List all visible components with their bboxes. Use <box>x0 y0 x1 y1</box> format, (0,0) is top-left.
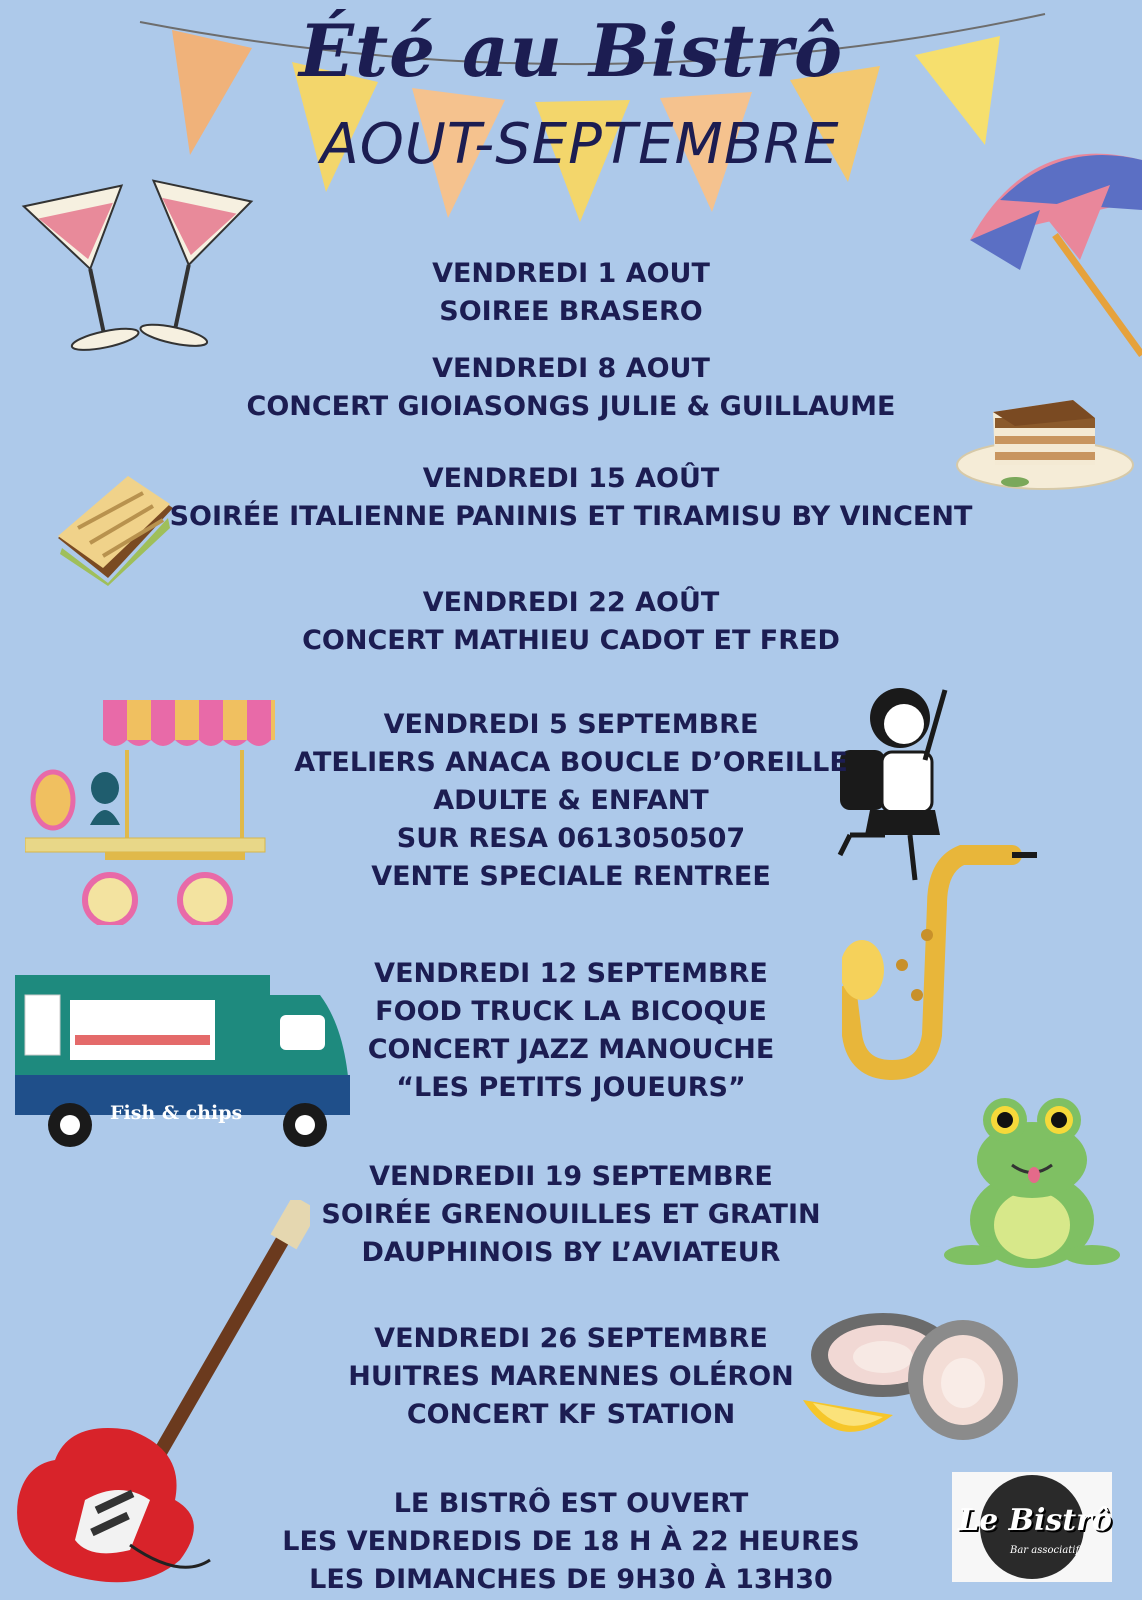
event-date: VENDREDI 26 SEPTEMBRE <box>374 1323 768 1354</box>
event-description: CONCERT GIOIASONGS JULIE & GUILLAUME <box>246 391 896 422</box>
logo-tagline: Bar associatif <box>1010 1545 1080 1556</box>
event-aug-1 <box>0 255 1142 331</box>
event-date: VENDREDI 8 AOUT <box>432 353 710 384</box>
event-description: CONCERT KF STATION <box>406 1399 736 1430</box>
event-description: SUR RESA 0613050507 <box>396 823 746 854</box>
bistro-logo <box>952 1472 1112 1582</box>
event-description: FOOD TRUCK LA BICOQUE <box>375 996 767 1027</box>
event-description: ADULTE & ENFANT <box>433 785 709 816</box>
page-subtitle: AOUT-SEPTEMBRE <box>320 112 840 177</box>
opening-hours-sunday: LES DIMANCHES DE 9H30 À 13H30 <box>309 1564 833 1595</box>
event-description: VENTE SPECIALE RENTREE <box>371 861 771 892</box>
event-aug-8 <box>0 350 1142 426</box>
event-sep-12 <box>0 955 1142 1107</box>
event-description: SOIREE BRASERO <box>439 296 703 327</box>
event-date: VENDREDI 15 AOÛT <box>422 463 720 494</box>
logo-badge <box>958 1475 1112 1579</box>
opening-hours-title: LE BISTRÔ EST OUVERT <box>393 1488 749 1519</box>
event-description: SOIRÉE GRENOUILLES ET GRATIN <box>321 1199 821 1230</box>
event-date: VENDREDI 22 AOÛT <box>422 587 720 618</box>
event-aug-15 <box>0 460 1142 536</box>
event-date: VENDREDI 1 AOUT <box>432 258 710 289</box>
event-sep-5 <box>0 706 1142 896</box>
opening-hours-friday: LES VENDREDIS DE 18 H À 22 HEURES <box>282 1526 860 1557</box>
event-description: CONCERT MATHIEU CADOT ET FRED <box>302 625 840 656</box>
event-description: HUITRES MARENNES OLÉRON <box>348 1361 794 1392</box>
event-date: VENDREDI 12 SEPTEMBRE <box>374 958 768 989</box>
event-aug-22 <box>0 584 1142 660</box>
page-title: Été au Bistrô <box>298 8 844 93</box>
event-description: ATELIERS ANACA BOUCLE D’OREILLE <box>294 747 848 778</box>
event-description: SOIRÉE ITALIENNE PANINIS ET TIRAMISU BY VINCENT <box>169 501 973 532</box>
logo-name: Le Bistrô <box>958 1503 1112 1538</box>
event-sep-26 <box>0 1320 1142 1434</box>
event-description: “LES PETITS JOUEURS” <box>396 1072 746 1103</box>
event-sep-19 <box>0 1158 1142 1272</box>
event-description: DAUPHINOIS BY L’AVIATEUR <box>361 1237 781 1268</box>
event-date: VENDREDI 5 SEPTEMBRE <box>383 709 759 740</box>
event-date: VENDREDII 19 SEPTEMBRE <box>369 1161 773 1192</box>
truck-label: Fish & chips <box>110 1102 243 1124</box>
event-description: CONCERT JAZZ MANOUCHE <box>367 1034 775 1065</box>
